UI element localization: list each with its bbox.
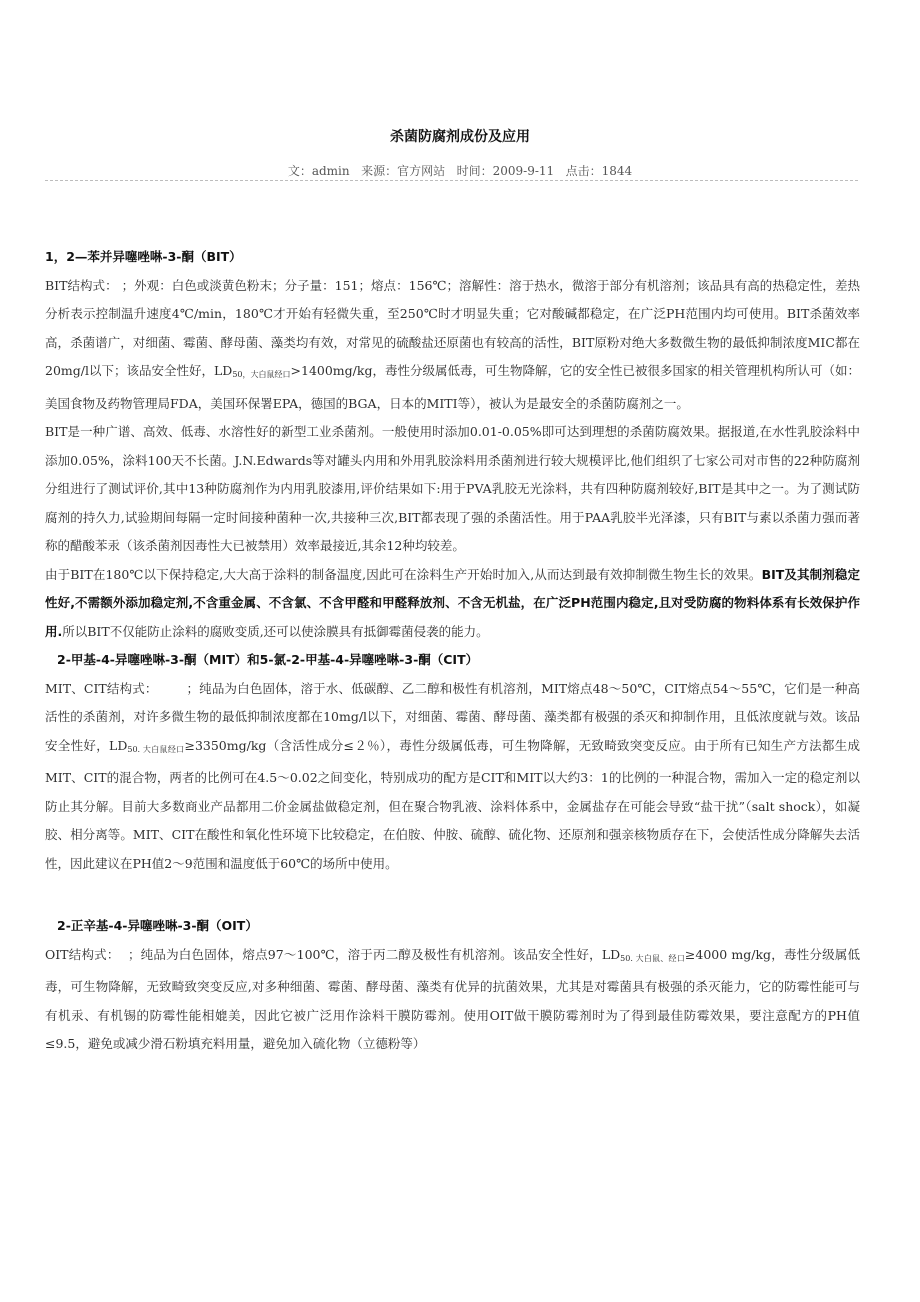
section-spacer (45, 878, 860, 906)
bit-paragraph-2: BIT是一种广谱、高效、低毒、水溶性好的新型工业杀菌剂。一般使用时添加0.01-0.05%即可达到理想的杀菌防腐效果。据报道,在水性乳胶涂料中添加0.05%，涂料100天不长菌。J.N.Edwards等对罐头内用和外用乳胶涂料用杀菌剂进行较大规模评比,他们组织了七家公司对市售的22种防腐剂分组进行了测试评价,其中13种防腐剂作为内用乳胶漆用,评价结果如下:用于PVA乳胶无光涂料，共有四种防腐剂较好,BIT是其中之一。为了测试防腐剂的持久力,试验期间每隔一定时间接种菌种一次,共接种三次,BIT都表现了强的杀菌活性。用于PAA乳胶半光泽漆，只有BIT与素以杀菌力强而著称的醋酸苯汞（该杀菌剂因毒性大已被禁用）效率最接近,其余12种均较差。 (45, 424, 860, 553)
article-body (45, 243, 860, 1059)
section-heading-bit: 1，2—苯并异噻唑啉-3-酮（BIT） (45, 249, 242, 264)
title-divider (45, 180, 858, 181)
bit-p3-bold: BIT及其制剂稳定性好,不需额外添加稳定剂,不含重金属、不含氯、不含甲醛和甲醛释放剂、不含无机盐，在广泛PH范围内稳定,且对受防腐的物料体系有长效保护作用. (45, 566, 860, 639)
bit-paragraph-3 (45, 561, 860, 647)
oit-paragraph-1 (45, 941, 860, 1059)
mit-p1-text-cont: ≥3350mg/kg（含活性成分≤２％），毒性分级属低毒，可生物降解，无致畸致突变反应。由于所有已知生产方法都生成MIT、CIT的混合物，两者的比例可在4.5～0.02之间变化，特别成功的配方是CIT和MIT以大约3：1的比例的一种混合物，需加入一定的稳定剂以防止其分解。目前大多数商业产品都用二价金属盐做稳定剂，但在聚合物乳液、涂料体系中，金属盐存在可能会导致“盐干扰”（salt shock），如凝胶、相分离等。MIT、CIT在酸性和氧化性环境下比较稳定，在伯胺、仲胺、硫醇、硫化物、还原剂和强亲核物质存在下，会使活性成分降解失去活性，因此建议在PH值2～9范围和温度低于60℃的场所中使用。 (45, 737, 861, 871)
oit-p1-subscript: 50. 大白鼠、经口 (620, 953, 685, 963)
oit-p1-text-cont: ≥4000 mg/kg，毒性分级属低毒，可生物降解，无致畸致突变反应,对多种细菌、霉菌、酵母菌、藻类有优异的抗菌效果，尤其是对霉菌具有极强的杀灭能力，它的防霉性能可与有机汞、有机锡的防霉性能相媲美，因此它被广泛用作涂料干膜防霉剂。使用OIT做干膜防霉剂时为了得到最佳防霉效果，要注意配方的PH值≤9.5，避免或减少滑石粉填充料用量，避免加入硫化物（立德粉等） (45, 946, 861, 1051)
mit-p1-text: MIT、CIT结构式： ；纯品为白色固体，溶于水、低碳醇、乙二醇和极性有机溶剂，MIT熔点48～50℃，CIT熔点54～55℃，它们是一种高活性的杀菌剂，对许多微生物的最低抑制浓度都在10mg/l以下，对细菌、霉菌、酵母菌、藻类都有极强的杀灭和抑制作用，且低浓度就与效。该品安全性好，LD (45, 680, 860, 753)
article-meta (0, 162, 920, 179)
bit-p1-text-cont: >1400mg/kg，毒性分级属低毒，可生物降解，它的安全性已被很多国家的相关管理机构所认可（如：美国食物及药物管理局FDA，美国环保署EPA，德国的BGA，日本的MITI等），被认为是最安全的杀菌防腐剂之一。 (45, 363, 860, 411)
oit-p1-text: OIT结构式： ；纯品为白色固体，熔点97～100℃，溶于丙二醇及极性有机溶剂。该品安全性好，LD (45, 946, 621, 962)
bit-p3-text-end: 所以BIT不仅能防止涂料的腐败变质,还可以使涂膜具有抵御霉菌侵袭的能力。 (62, 623, 489, 639)
bit-p1-subscript: 50，大白鼠经口 (232, 370, 291, 379)
meta-hits: 点击：1844 (565, 164, 633, 178)
bit-paragraph-1 (45, 272, 860, 419)
mit-p1-subscript: 50. 大白鼠经口 (127, 744, 185, 754)
section-heading-mit: 2-甲基-4-异噻唑啉-3-酮（MIT）和5-氯-2-甲基-4-异噻唑啉-3-酮（CIT） (57, 652, 479, 667)
meta-author: 文：admin (287, 164, 350, 178)
article-title: 杀菌防腐剂成份及应用 (390, 129, 530, 145)
mit-paragraph-1 (45, 675, 860, 879)
section-heading-oit: 2-正辛基-4-异噻唑啉-3-酮（OIT） (57, 918, 258, 933)
bit-p1-text: BIT结构式： ；外观：白色或淡黄色粉末；分子量：151；熔点：156℃；溶解性：溶于热水，微溶于部分有机溶剂；该品具有高的热稳定性，差热分析表示控制温升速度4℃/min，180℃才开始有轻微失重，至250℃时才明显失重；它对酸碱都稳定，在广泛PH范围内均可使用。BIT杀菌效率高，杀菌谱广，对细菌、霉菌、酵母菌、藻类均有效，对常见的硫酸盐还原菌也有较高的活性，BIT原粉对绝大多数微生物的最低抑制浓度MIC都在20mg/l以下；该品安全性好，LD (45, 277, 860, 378)
meta-source: 来源：官方网站 (361, 164, 446, 178)
meta-time: 时间：2009-9-11 (456, 164, 555, 178)
bit-p3-text: 由于BIT在180℃以下保持稳定,大大高于涂料的制备温度,因此可在涂料生产开始时加入,从而达到最有效抑制微生物生长的效果。 (45, 566, 762, 582)
